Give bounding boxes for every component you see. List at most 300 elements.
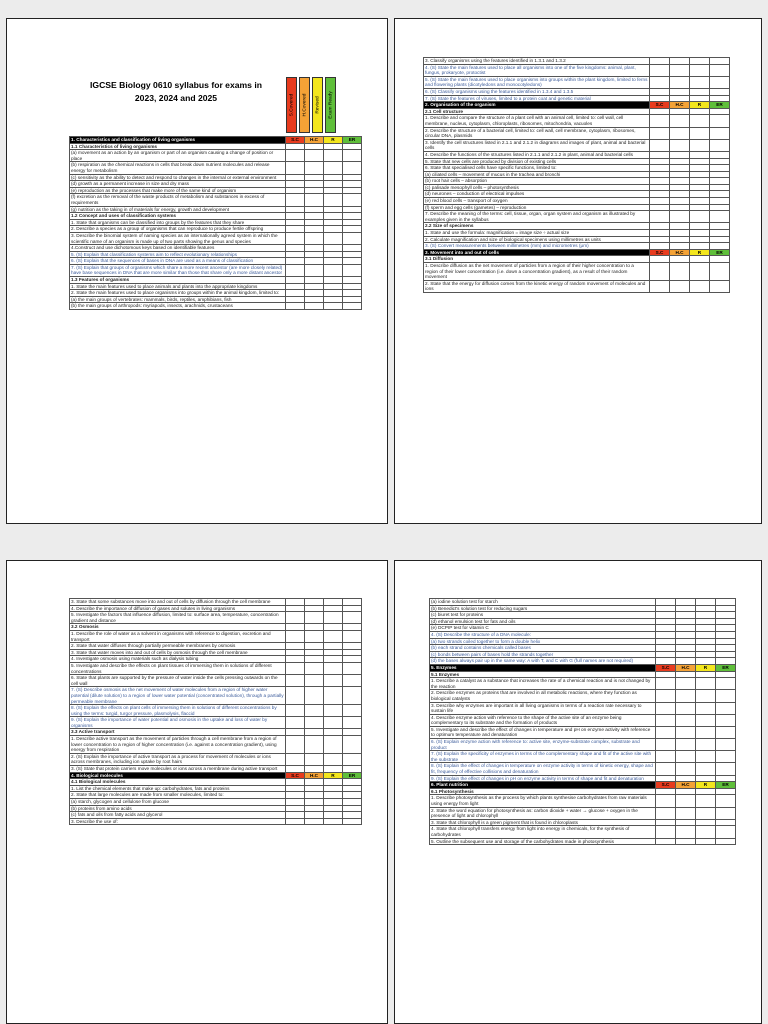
rating-checkbox[interactable] [670, 204, 690, 211]
rating-checkbox[interactable] [324, 649, 343, 656]
rating-checkbox[interactable] [710, 236, 730, 243]
rating-checkbox[interactable] [343, 818, 362, 825]
rating-checkbox[interactable] [324, 232, 343, 244]
rating-checkbox[interactable] [670, 236, 690, 243]
rating-checkbox[interactable] [710, 127, 730, 139]
rating-checkbox[interactable] [286, 245, 305, 252]
rating-checkbox[interactable] [324, 283, 343, 290]
rating-checkbox[interactable] [343, 296, 362, 303]
rating-checkbox[interactable] [656, 678, 676, 690]
rating-checkbox[interactable] [324, 264, 343, 276]
rating-checkbox[interactable] [716, 826, 736, 838]
rating-checkbox[interactable] [305, 264, 324, 276]
rating-checkbox[interactable] [670, 191, 690, 198]
rating-checkbox[interactable] [343, 605, 362, 612]
rating-checkbox[interactable] [305, 605, 324, 612]
rating-checkbox[interactable] [656, 599, 676, 606]
rating-checkbox[interactable] [656, 775, 676, 782]
rating-checkbox[interactable] [656, 618, 676, 625]
rating-checkbox[interactable] [324, 277, 343, 284]
rating-checkbox[interactable] [324, 812, 343, 819]
rating-checkbox[interactable] [716, 678, 736, 690]
rating-checkbox[interactable] [305, 599, 324, 606]
rating-checkbox[interactable] [343, 290, 362, 297]
rating-checkbox[interactable] [696, 751, 716, 763]
rating-checkbox[interactable] [656, 702, 676, 714]
rating-checkbox[interactable] [696, 618, 716, 625]
rating-checkbox[interactable] [696, 599, 716, 606]
rating-checkbox[interactable] [343, 630, 362, 642]
rating-checkbox[interactable] [676, 612, 696, 619]
rating-checkbox[interactable] [690, 88, 710, 95]
rating-checkbox[interactable] [650, 108, 670, 115]
rating-checkbox[interactable] [305, 717, 324, 729]
rating-checkbox[interactable] [286, 805, 305, 812]
rating-checkbox[interactable] [650, 139, 670, 151]
rating-checkbox[interactable] [650, 178, 670, 185]
rating-checkbox[interactable] [656, 788, 676, 795]
rating-checkbox[interactable] [676, 739, 696, 751]
rating-checkbox[interactable] [305, 296, 324, 303]
rating-checkbox[interactable] [670, 115, 690, 127]
rating-checkbox[interactable] [343, 264, 362, 276]
rating-checkbox[interactable] [650, 165, 670, 172]
rating-checkbox[interactable] [650, 198, 670, 205]
rating-checkbox[interactable] [324, 624, 343, 631]
rating-checkbox[interactable] [676, 838, 696, 845]
rating-checkbox[interactable] [324, 213, 343, 220]
rating-checkbox[interactable] [656, 838, 676, 845]
rating-checkbox[interactable] [696, 714, 716, 726]
rating-checkbox[interactable] [324, 818, 343, 825]
rating-checkbox[interactable] [343, 150, 362, 162]
rating-checkbox[interactable] [690, 256, 710, 263]
rating-checkbox[interactable] [710, 256, 730, 263]
rating-checkbox[interactable] [343, 258, 362, 265]
rating-checkbox[interactable] [286, 612, 305, 624]
rating-checkbox[interactable] [656, 631, 676, 638]
rating-checkbox[interactable] [343, 736, 362, 754]
rating-checkbox[interactable] [305, 283, 324, 290]
rating-checkbox[interactable] [656, 690, 676, 702]
rating-checkbox[interactable] [324, 251, 343, 258]
rating-checkbox[interactable] [716, 838, 736, 845]
rating-checkbox[interactable] [650, 230, 670, 237]
rating-checkbox[interactable] [286, 162, 305, 174]
rating-checkbox[interactable] [343, 226, 362, 233]
rating-checkbox[interactable] [690, 64, 710, 76]
rating-checkbox[interactable] [696, 807, 716, 819]
rating-checkbox[interactable] [670, 243, 690, 250]
rating-checkbox[interactable] [696, 795, 716, 807]
rating-checkbox[interactable] [286, 624, 305, 631]
rating-checkbox[interactable] [716, 658, 736, 665]
rating-checkbox[interactable] [650, 223, 670, 230]
rating-checkbox[interactable] [710, 178, 730, 185]
rating-checkbox[interactable] [656, 807, 676, 819]
rating-checkbox[interactable] [656, 605, 676, 612]
rating-checkbox[interactable] [710, 171, 730, 178]
rating-checkbox[interactable] [343, 729, 362, 736]
rating-checkbox[interactable] [286, 717, 305, 729]
rating-checkbox[interactable] [656, 763, 676, 775]
rating-checkbox[interactable] [676, 726, 696, 738]
rating-checkbox[interactable] [305, 226, 324, 233]
rating-checkbox[interactable] [676, 819, 696, 826]
rating-checkbox[interactable] [343, 792, 362, 799]
rating-checkbox[interactable] [690, 178, 710, 185]
rating-checkbox[interactable] [650, 243, 670, 250]
rating-checkbox[interactable] [656, 638, 676, 645]
rating-checkbox[interactable] [716, 751, 736, 763]
rating-checkbox[interactable] [286, 187, 305, 194]
rating-checkbox[interactable] [690, 95, 710, 102]
rating-checkbox[interactable] [716, 788, 736, 795]
rating-checkbox[interactable] [676, 671, 696, 678]
rating-checkbox[interactable] [710, 211, 730, 223]
rating-checkbox[interactable] [670, 280, 690, 292]
rating-checkbox[interactable] [716, 625, 736, 632]
rating-checkbox[interactable] [690, 76, 710, 88]
rating-checkbox[interactable] [716, 807, 736, 819]
rating-checkbox[interactable] [286, 643, 305, 650]
rating-checkbox[interactable] [656, 714, 676, 726]
rating-checkbox[interactable] [343, 219, 362, 226]
rating-checkbox[interactable] [324, 174, 343, 181]
rating-checkbox[interactable] [324, 687, 343, 705]
rating-checkbox[interactable] [670, 158, 690, 165]
rating-checkbox[interactable] [286, 303, 305, 310]
rating-checkbox[interactable] [305, 649, 324, 656]
rating-checkbox[interactable] [676, 678, 696, 690]
rating-checkbox[interactable] [305, 630, 324, 642]
rating-checkbox[interactable] [656, 726, 676, 738]
rating-checkbox[interactable] [696, 788, 716, 795]
rating-checkbox[interactable] [656, 612, 676, 619]
rating-checkbox[interactable] [716, 671, 736, 678]
rating-checkbox[interactable] [305, 187, 324, 194]
rating-checkbox[interactable] [710, 223, 730, 230]
rating-checkbox[interactable] [343, 766, 362, 773]
rating-checkbox[interactable] [343, 687, 362, 705]
rating-checkbox[interactable] [690, 198, 710, 205]
rating-checkbox[interactable] [676, 751, 696, 763]
rating-checkbox[interactable] [676, 631, 696, 638]
rating-checkbox[interactable] [305, 245, 324, 252]
rating-checkbox[interactable] [650, 151, 670, 158]
rating-checkbox[interactable] [690, 263, 710, 281]
rating-checkbox[interactable] [343, 232, 362, 244]
rating-checkbox[interactable] [305, 643, 324, 650]
rating-checkbox[interactable] [710, 151, 730, 158]
rating-checkbox[interactable] [676, 651, 696, 658]
rating-checkbox[interactable] [343, 805, 362, 812]
rating-checkbox[interactable] [696, 826, 716, 838]
rating-checkbox[interactable] [305, 792, 324, 799]
rating-checkbox[interactable] [650, 127, 670, 139]
rating-checkbox[interactable] [324, 605, 343, 612]
rating-checkbox[interactable] [305, 785, 324, 792]
rating-checkbox[interactable] [716, 599, 736, 606]
rating-checkbox[interactable] [305, 662, 324, 674]
rating-checkbox[interactable] [716, 605, 736, 612]
rating-checkbox[interactable] [305, 818, 324, 825]
rating-checkbox[interactable] [324, 785, 343, 792]
rating-checkbox[interactable] [716, 763, 736, 775]
rating-checkbox[interactable] [656, 671, 676, 678]
rating-checkbox[interactable] [670, 95, 690, 102]
rating-checkbox[interactable] [696, 678, 716, 690]
rating-checkbox[interactable] [670, 230, 690, 237]
rating-checkbox[interactable] [305, 162, 324, 174]
rating-checkbox[interactable] [305, 213, 324, 220]
rating-checkbox[interactable] [670, 76, 690, 88]
rating-checkbox[interactable] [343, 245, 362, 252]
rating-checkbox[interactable] [670, 58, 690, 65]
rating-checkbox[interactable] [324, 630, 343, 642]
rating-checkbox[interactable] [305, 194, 324, 206]
rating-checkbox[interactable] [286, 296, 305, 303]
rating-checkbox[interactable] [670, 184, 690, 191]
rating-checkbox[interactable] [305, 766, 324, 773]
rating-checkbox[interactable] [650, 184, 670, 191]
rating-checkbox[interactable] [650, 256, 670, 263]
rating-checkbox[interactable] [324, 181, 343, 188]
rating-checkbox[interactable] [286, 174, 305, 181]
rating-checkbox[interactable] [656, 795, 676, 807]
rating-checkbox[interactable] [324, 612, 343, 624]
rating-checkbox[interactable] [286, 736, 305, 754]
rating-checkbox[interactable] [324, 599, 343, 606]
rating-checkbox[interactable] [696, 819, 716, 826]
rating-checkbox[interactable] [305, 753, 324, 765]
rating-checkbox[interactable] [286, 150, 305, 162]
rating-checkbox[interactable] [650, 64, 670, 76]
rating-checkbox[interactable] [676, 618, 696, 625]
rating-checkbox[interactable] [286, 277, 305, 284]
rating-checkbox[interactable] [324, 187, 343, 194]
rating-checkbox[interactable] [690, 230, 710, 237]
rating-checkbox[interactable] [324, 150, 343, 162]
rating-checkbox[interactable] [343, 277, 362, 284]
rating-checkbox[interactable] [343, 206, 362, 213]
rating-checkbox[interactable] [696, 671, 716, 678]
rating-checkbox[interactable] [710, 64, 730, 76]
rating-checkbox[interactable] [650, 204, 670, 211]
rating-checkbox[interactable] [710, 184, 730, 191]
rating-checkbox[interactable] [324, 779, 343, 786]
rating-checkbox[interactable] [286, 213, 305, 220]
rating-checkbox[interactable] [696, 605, 716, 612]
rating-checkbox[interactable] [343, 143, 362, 150]
rating-checkbox[interactable] [690, 139, 710, 151]
rating-checkbox[interactable] [343, 624, 362, 631]
rating-checkbox[interactable] [716, 690, 736, 702]
rating-checkbox[interactable] [324, 245, 343, 252]
rating-checkbox[interactable] [656, 819, 676, 826]
rating-checkbox[interactable] [670, 64, 690, 76]
rating-checkbox[interactable] [696, 775, 716, 782]
rating-checkbox[interactable] [286, 226, 305, 233]
rating-checkbox[interactable] [676, 788, 696, 795]
rating-checkbox[interactable] [716, 645, 736, 652]
rating-checkbox[interactable] [305, 174, 324, 181]
rating-checkbox[interactable] [343, 705, 362, 717]
rating-checkbox[interactable] [286, 258, 305, 265]
rating-checkbox[interactable] [286, 251, 305, 258]
rating-checkbox[interactable] [710, 76, 730, 88]
rating-checkbox[interactable] [656, 658, 676, 665]
rating-checkbox[interactable] [696, 625, 716, 632]
rating-checkbox[interactable] [324, 303, 343, 310]
rating-checkbox[interactable] [305, 290, 324, 297]
rating-checkbox[interactable] [716, 612, 736, 619]
rating-checkbox[interactable] [324, 799, 343, 806]
rating-checkbox[interactable] [676, 605, 696, 612]
rating-checkbox[interactable] [710, 115, 730, 127]
rating-checkbox[interactable] [286, 232, 305, 244]
rating-checkbox[interactable] [305, 687, 324, 705]
rating-checkbox[interactable] [676, 714, 696, 726]
rating-checkbox[interactable] [690, 280, 710, 292]
rating-checkbox[interactable] [650, 58, 670, 65]
rating-checkbox[interactable] [710, 165, 730, 172]
rating-checkbox[interactable] [305, 736, 324, 754]
rating-checkbox[interactable] [676, 702, 696, 714]
rating-checkbox[interactable] [696, 651, 716, 658]
rating-checkbox[interactable] [305, 219, 324, 226]
rating-checkbox[interactable] [343, 675, 362, 687]
rating-checkbox[interactable] [690, 191, 710, 198]
rating-checkbox[interactable] [286, 662, 305, 674]
rating-checkbox[interactable] [696, 612, 716, 619]
rating-checkbox[interactable] [690, 223, 710, 230]
rating-checkbox[interactable] [650, 88, 670, 95]
rating-checkbox[interactable] [650, 158, 670, 165]
rating-checkbox[interactable] [696, 658, 716, 665]
rating-checkbox[interactable] [650, 171, 670, 178]
rating-checkbox[interactable] [670, 263, 690, 281]
rating-checkbox[interactable] [305, 143, 324, 150]
rating-checkbox[interactable] [696, 838, 716, 845]
rating-checkbox[interactable] [343, 812, 362, 819]
rating-checkbox[interactable] [324, 219, 343, 226]
rating-checkbox[interactable] [343, 717, 362, 729]
rating-checkbox[interactable] [710, 191, 730, 198]
rating-checkbox[interactable] [343, 213, 362, 220]
rating-checkbox[interactable] [696, 638, 716, 645]
rating-checkbox[interactable] [696, 763, 716, 775]
rating-checkbox[interactable] [696, 645, 716, 652]
rating-checkbox[interactable] [710, 139, 730, 151]
rating-checkbox[interactable] [286, 181, 305, 188]
rating-checkbox[interactable] [676, 795, 696, 807]
rating-checkbox[interactable] [670, 165, 690, 172]
rating-checkbox[interactable] [696, 631, 716, 638]
rating-checkbox[interactable] [650, 76, 670, 88]
rating-checkbox[interactable] [343, 643, 362, 650]
rating-checkbox[interactable] [286, 649, 305, 656]
rating-checkbox[interactable] [676, 645, 696, 652]
rating-checkbox[interactable] [286, 799, 305, 806]
rating-checkbox[interactable] [286, 766, 305, 773]
rating-checkbox[interactable] [286, 729, 305, 736]
rating-checkbox[interactable] [690, 243, 710, 250]
rating-checkbox[interactable] [286, 630, 305, 642]
rating-checkbox[interactable] [343, 181, 362, 188]
rating-checkbox[interactable] [710, 88, 730, 95]
rating-checkbox[interactable] [696, 702, 716, 714]
rating-checkbox[interactable] [716, 631, 736, 638]
rating-checkbox[interactable] [650, 263, 670, 281]
rating-checkbox[interactable] [650, 191, 670, 198]
rating-checkbox[interactable] [676, 775, 696, 782]
rating-checkbox[interactable] [343, 251, 362, 258]
rating-checkbox[interactable] [656, 751, 676, 763]
rating-checkbox[interactable] [676, 658, 696, 665]
rating-checkbox[interactable] [324, 766, 343, 773]
rating-checkbox[interactable] [305, 729, 324, 736]
rating-checkbox[interactable] [286, 675, 305, 687]
rating-checkbox[interactable] [676, 763, 696, 775]
rating-checkbox[interactable] [710, 95, 730, 102]
rating-checkbox[interactable] [286, 779, 305, 786]
rating-checkbox[interactable] [710, 243, 730, 250]
rating-checkbox[interactable] [696, 690, 716, 702]
rating-checkbox[interactable] [286, 219, 305, 226]
rating-checkbox[interactable] [710, 158, 730, 165]
rating-checkbox[interactable] [343, 656, 362, 663]
rating-checkbox[interactable] [670, 108, 690, 115]
rating-checkbox[interactable] [286, 792, 305, 799]
rating-checkbox[interactable] [676, 807, 696, 819]
rating-checkbox[interactable] [343, 662, 362, 674]
rating-checkbox[interactable] [305, 799, 324, 806]
rating-checkbox[interactable] [690, 236, 710, 243]
rating-checkbox[interactable] [670, 211, 690, 223]
rating-checkbox[interactable] [676, 638, 696, 645]
rating-checkbox[interactable] [324, 805, 343, 812]
rating-checkbox[interactable] [676, 826, 696, 838]
rating-checkbox[interactable] [343, 174, 362, 181]
rating-checkbox[interactable] [670, 171, 690, 178]
rating-checkbox[interactable] [305, 232, 324, 244]
rating-checkbox[interactable] [324, 643, 343, 650]
rating-checkbox[interactable] [324, 143, 343, 150]
rating-checkbox[interactable] [324, 656, 343, 663]
rating-checkbox[interactable] [710, 204, 730, 211]
rating-checkbox[interactable] [690, 127, 710, 139]
rating-checkbox[interactable] [305, 251, 324, 258]
rating-checkbox[interactable] [305, 258, 324, 265]
rating-checkbox[interactable] [716, 819, 736, 826]
rating-checkbox[interactable] [305, 705, 324, 717]
rating-checkbox[interactable] [324, 792, 343, 799]
rating-checkbox[interactable] [343, 283, 362, 290]
rating-checkbox[interactable] [343, 599, 362, 606]
rating-checkbox[interactable] [710, 58, 730, 65]
rating-checkbox[interactable] [696, 739, 716, 751]
rating-checkbox[interactable] [676, 599, 696, 606]
rating-checkbox[interactable] [650, 95, 670, 102]
rating-checkbox[interactable] [286, 818, 305, 825]
rating-checkbox[interactable] [286, 143, 305, 150]
rating-checkbox[interactable] [286, 206, 305, 213]
rating-checkbox[interactable] [690, 115, 710, 127]
rating-checkbox[interactable] [324, 290, 343, 297]
rating-checkbox[interactable] [286, 264, 305, 276]
rating-checkbox[interactable] [343, 649, 362, 656]
